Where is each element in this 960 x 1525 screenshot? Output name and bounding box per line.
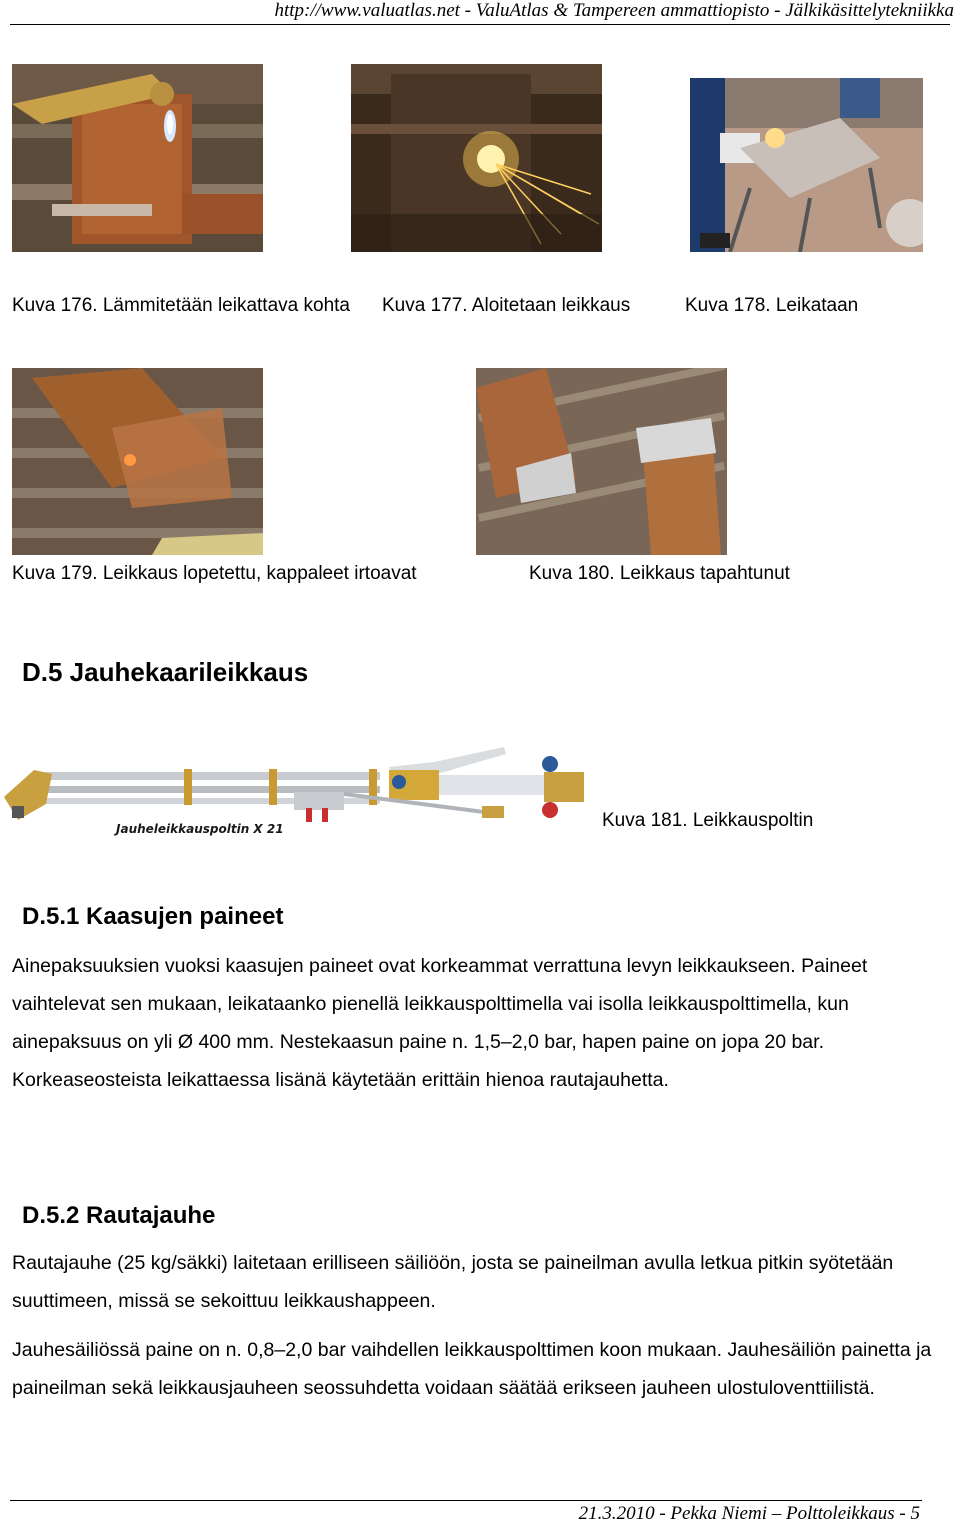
caption-kuva-176: Kuva 176. Lämmitetään leikattava kohta (12, 295, 350, 316)
header-divider (10, 24, 950, 25)
photo-cutting (690, 78, 923, 252)
torch-image-label: Jauheleikkauspoltin X 21 (116, 822, 284, 836)
heading-d5: D.5 Jauhekaarileikkaus (22, 657, 309, 687)
page-footer: 21.3.2010 - Pekka Niemi – Polttoleikkaus - 5 (578, 1503, 920, 1524)
paragraph-iron-powder-2: Jauhesäiliössä paine on n. 0,8–2,0 bar vaihdellen leikkauspolttimen koon mukaan. Jauhesäiliön painetta ja paineilman sekä leikkausjauheen seossuhdetta voidaan säätää erikseen jauheen ulostuloventtiilistä. (12, 1339, 932, 1399)
paragraph-iron-powder-1: Rautajauhe (25 kg/säkki) laitetaan erilliseen säiliöön, josta se paineilman avulla letkua pitkin syötetään suuttimeen, missä se sekoittuu leikkaushappeen. (12, 1252, 894, 1312)
photo-starting-cut (351, 64, 602, 252)
heading-d52: D.5.2 Rautajauhe (22, 1202, 216, 1229)
photo-heating-cut-point (12, 64, 263, 252)
caption-kuva-178: Kuva 178. Leikataan (685, 295, 859, 316)
photo-cutting-torch (4, 742, 590, 844)
photo-cut-finished-pieces-separate (12, 368, 263, 555)
paragraph-gas-pressures: Ainepaksuuksien vuoksi kaasujen paineet ovat korkeammat verrattuna levyn leikkaukseen. Paineet vaihtelevat sen mukaan, leikataanko pienellä leikkauspolttimella vai isolla leikkauspolttimella, kun ainepaksuus on yli Ø 400 mm. Nestekaasun paine n. 1,5–2,0 bar, hapen paine on jopa 20 bar. Korkeaseosteista leikattaessa lisänä käytetään erittäin hienoa rautajauhetta. (12, 955, 868, 1091)
photo-cut-completed (476, 368, 727, 555)
page-header: http://www.valuatlas.net - ValuAtlas & Tampereen ammattiopisto - Jälkikäsittelytekniikka (274, 0, 954, 21)
footer-divider (10, 1500, 922, 1501)
caption-kuva-177: Kuva 177. Aloitetaan leikkaus (382, 295, 631, 316)
caption-kuva-181: Kuva 181. Leikkauspoltin (602, 810, 814, 831)
caption-kuva-179: Kuva 179. Leikkaus lopetettu, kappaleet irtoavat (12, 563, 417, 584)
caption-kuva-180: Kuva 180. Leikkaus tapahtunut (529, 563, 790, 584)
heading-d51: D.5.1 Kaasujen paineet (22, 903, 284, 930)
